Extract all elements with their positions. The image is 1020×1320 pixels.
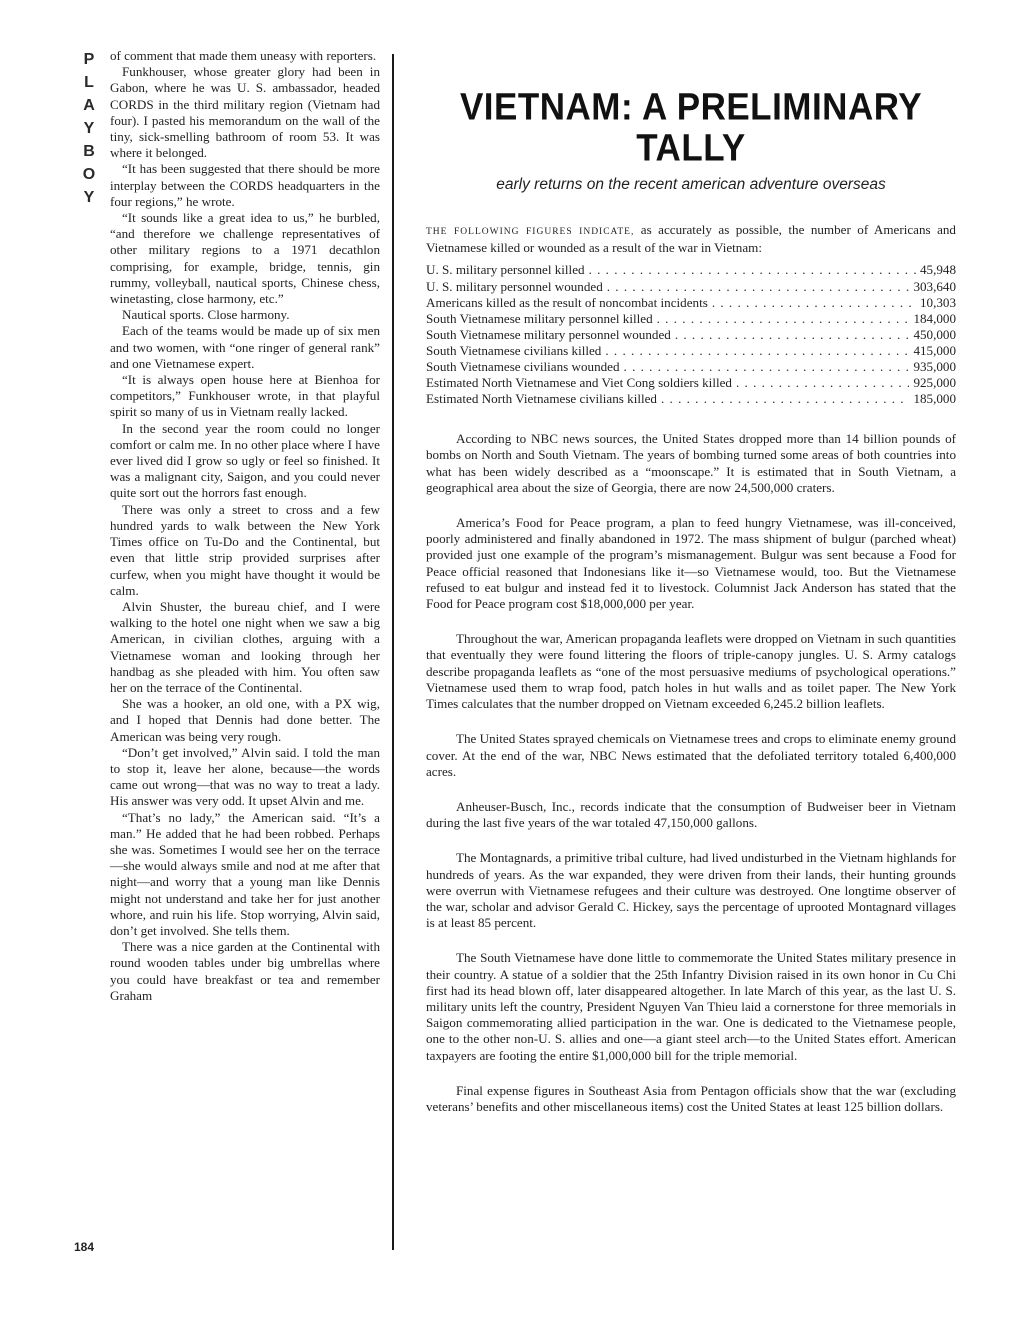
body-paragraph: “It sounds like a great idea to us,” he burbled, “and therefore we challenge representatives of other military regions to a 1971 decathlon comprising, for example, bridge, tennis, gin rummy, volleyball, nautical sports, Chinese chess, winetasting, close harmony, etc.”	[110, 210, 380, 307]
tally-label: Estimated North Vietnamese and Viet Cong soldiers killed	[426, 375, 732, 391]
leader-dots	[589, 262, 916, 278]
tally-label: Americans killed as the result of noncombat incidents	[426, 294, 708, 310]
tally-value: 450,000	[913, 326, 956, 342]
sidebar-article	[426, 85, 956, 1115]
body-paragraph: “Don’t get involved,” Alvin said. I told the man to stop it, leave her alone, because—the words came out wrong—that was no way to treat a lady. His answer was very odd. It upset Alvin and me.	[110, 744, 380, 809]
body-paragraph: There was only a street to cross and a few hundred yards to walk between the New York Times office on Tu-Do and the Continental, but even that little strip provided surprises after curfew, when you might have thought it would be calm.	[110, 501, 380, 598]
tally-value: 10,303	[919, 294, 956, 310]
tally-label: Estimated North Vietnamese civilians killed	[426, 391, 657, 407]
tally-label: South Vietnamese civilians killed	[426, 342, 602, 358]
tally-row	[426, 279, 956, 295]
body-paragraph: “It is always open house here at Bienhoa for competitors,” Funkhouser wrote, in that playful spirit so many of us in Vietnam really lacked.	[110, 372, 380, 420]
tally-label: South Vietnamese civilians wounded	[426, 358, 620, 374]
intro-small-caps: THE FOLLOWING FIGURES INDICATE,	[426, 227, 635, 237]
intro-paragraph	[426, 222, 956, 256]
body-paragraph: of comment that made them uneasy with reporters.	[110, 48, 377, 63]
tally-label: South Vietnamese military personnel wounded	[426, 326, 671, 342]
body-paragraph: There was a nice garden at the Continental with round wooden tables under big umbrellas where you could have breakfast or tea and remember Graham	[110, 939, 380, 1003]
article-paragraph: Anheuser-Busch, Inc., records indicate that the consumption of Budweiser beer in Vietnam during the last five years of the war totaled 47,150,000 gallons.	[426, 798, 956, 831]
body-paragraph: She was a hooker, an old one, with a PX wig, and I hoped that Dennis had done better. The American was being very rough.	[110, 696, 380, 744]
tally-row	[426, 262, 956, 278]
tally-label: U. S. military personnel wounded	[426, 278, 603, 294]
article-paragraph: The Montagnards, a primitive tribal culture, had lived undisturbed in the Vietnam highlands for hundreds of years. As the war expanded, they were driven from their lands, their hunting grounds were overrun with Vietnamese refugees and their culture was destroyed. One longtime observer of the war, scholar and advisor Gerald C. Hickey, says the percentage of uprooted Montagnard villages is at least 85 percent.	[426, 850, 956, 931]
leader-dots	[605, 343, 909, 359]
tally-row	[426, 359, 956, 375]
page-number: 184	[74, 1240, 95, 1254]
logo-letter: A	[83, 97, 95, 114]
tally-label: U. S. military personnel killed	[426, 262, 585, 278]
body-paragraph: Nautical sports. Close harmony.	[122, 307, 290, 323]
tally-value: 184,000	[913, 310, 956, 326]
column-divider	[392, 54, 394, 1250]
body-paragraph: In the second year the room could no longer comfort or calm me. In no other place where I have ever lived did I grow so ugly or feel so finished. It was a malignant city, Saigon, and you could never quite sort out the horrors fast enough.	[110, 420, 380, 501]
leader-dots	[657, 311, 910, 327]
tally-value: 303,640	[913, 278, 956, 294]
logo-letter: O	[82, 166, 96, 183]
body-paragraph: Alvin Shuster, the bureau chief, and I were walking to the hotel one night when we saw a big American, in civilian clothes, arguing with a Vietnamese woman and looking through her handbag as she pleaded with him. You often saw her on the terrace of the Continental.	[110, 598, 380, 695]
article-paragraph: According to NBC news sources, the United States dropped more than 14 billion pounds of bombs on North and South Vietnam. The years of bombing turned some areas of both countries into what has been widely described as a “moonscape.” It is estimated that in South Vietnam, a geographical area about the size of Georgia, there are now 24,500,000 craters.	[426, 431, 956, 495]
tally-label: South Vietnamese military personnel killed	[426, 310, 653, 326]
tally-row	[426, 311, 956, 327]
magazine-logo-vertical	[74, 48, 104, 209]
article-paragraph: Final expense figures in Southeast Asia from Pentagon officials show that the war (excluding veterans’ benefits and other miscellaneous items) cost the United States at least 125 billion dollars.	[426, 1082, 956, 1114]
leader-dots	[736, 375, 909, 391]
article-body	[426, 431, 956, 1115]
intro-text: as accurately as possible, the number of Americans and Vietnamese killed or wounded as a result of the war in Vietnam:	[426, 222, 956, 256]
logo-letter: B	[83, 143, 95, 160]
leader-dots	[675, 327, 910, 343]
tally-row	[426, 375, 956, 391]
article-paragraph: The South Vietnamese have done little to commemorate the United States military presence in their country. A statue of a soldier that the 25th Infantry Division raised in its own honor in Cu Chi first had its head blown off, later disappeared altogether. In late March of this year, as the last U. S. military units left the country, President Nguyen Van Thieu laid a cornerstone for three memorials in Saigon commemorating allied participation in the war. One is dedicated to the Vietnamese people, one to the other non-U. S. allies and one—a giant steel arch—to the United States effort. American taxpayers are footing the entire $1,000,000 bill for the triple memorial.	[426, 950, 956, 1063]
tally-row	[426, 343, 956, 359]
logo-letter: L	[84, 74, 94, 91]
body-paragraph: Each of the teams would be made up of six men and two women, with “one ringer of general rank” and one Vietnamese expert.	[110, 323, 380, 371]
article-paragraph: Throughout the war, American propaganda leaflets were dropped on Vietnam in such quantities that eventually they were found littering the floors of triple-canopy jungles. U. S. Army catalogs describe propaganda leaflets as “one of the most persuasive mediums of psychological operations.” Vietnamese used them to wrap food, patch holes in hut walls and as toilet paper. The New York Times calculates that the number dropped on Vietnam exceeded 6,245.2 billion leaflets.	[426, 631, 956, 712]
tally-row	[426, 327, 956, 343]
body-paragraph: “It has been suggested that there should be more interplay between the CORDS headquarters in the four regions,” he wrote.	[110, 161, 380, 209]
body-paragraph: “That’s no lady,” the American said. “It’s a man.” He added that he had been robbed. Perhaps she was. Sometimes I would see her on the terrace—she would always smile and nod at me after that night—and worry that a young man like Dennis might not understand and take her for just another whore, and ruin his life. Stop worrying, Alvin said, don’t get involved. She tells them.	[110, 809, 380, 938]
leader-dots	[712, 295, 916, 311]
tally-row	[426, 391, 956, 407]
left-column-text	[110, 48, 380, 1004]
article-paragraph: The United States sprayed chemicals on Vietnamese trees and crops to eliminate enemy ground cover. At the end of the war, NBC News estimated that the defoliated territory totaled 6,400,000 acres.	[426, 731, 956, 779]
tally-value: 185,000	[913, 391, 956, 407]
tally-value: 45,948	[919, 262, 956, 278]
article-subtitle: early returns on the recent american adventure overseas	[496, 176, 886, 193]
leader-dots	[661, 391, 909, 407]
tally-value: 415,000	[913, 342, 956, 358]
leader-dots	[624, 359, 910, 375]
tally-value: 935,000	[913, 358, 956, 374]
article-title: VIETNAM: A PRELIMINARY TALLY	[459, 85, 923, 170]
casualty-tally-list	[426, 262, 956, 407]
article-paragraph: America’s Food for Peace program, a plan to feed hungry Vietnamese, was ill-conceived, poorly administered and finally abandoned in 1972. The mass shipment of bulgur (parched wheat) provided just one example of the program’s mismanagement. Bulgur was sent because a Food for Peace official reasoned that Indonesians like it—so Vietnamese would, too. But the Vietnamese refused to eat bulgur and instead fed it to livestock. Columnist Jack Anderson has stated that the Food for Peace program cost $18,000,000 per year.	[426, 515, 956, 612]
tally-value: 925,000	[913, 375, 956, 391]
logo-letter: Y	[83, 120, 95, 137]
logo-letter: Y	[83, 189, 95, 206]
logo-letter: P	[83, 51, 95, 68]
leader-dots	[607, 279, 910, 295]
body-paragraph: Funkhouser, whose greater glory had been in Gabon, where he was U. S. ambassador, headed CORDS in the third military region (Vietnam had four). I pasted his memorandum on the wall of the tiny, sick-smelling bathroom of room 53. It was where it belonged.	[110, 64, 380, 161]
tally-row	[426, 295, 956, 311]
